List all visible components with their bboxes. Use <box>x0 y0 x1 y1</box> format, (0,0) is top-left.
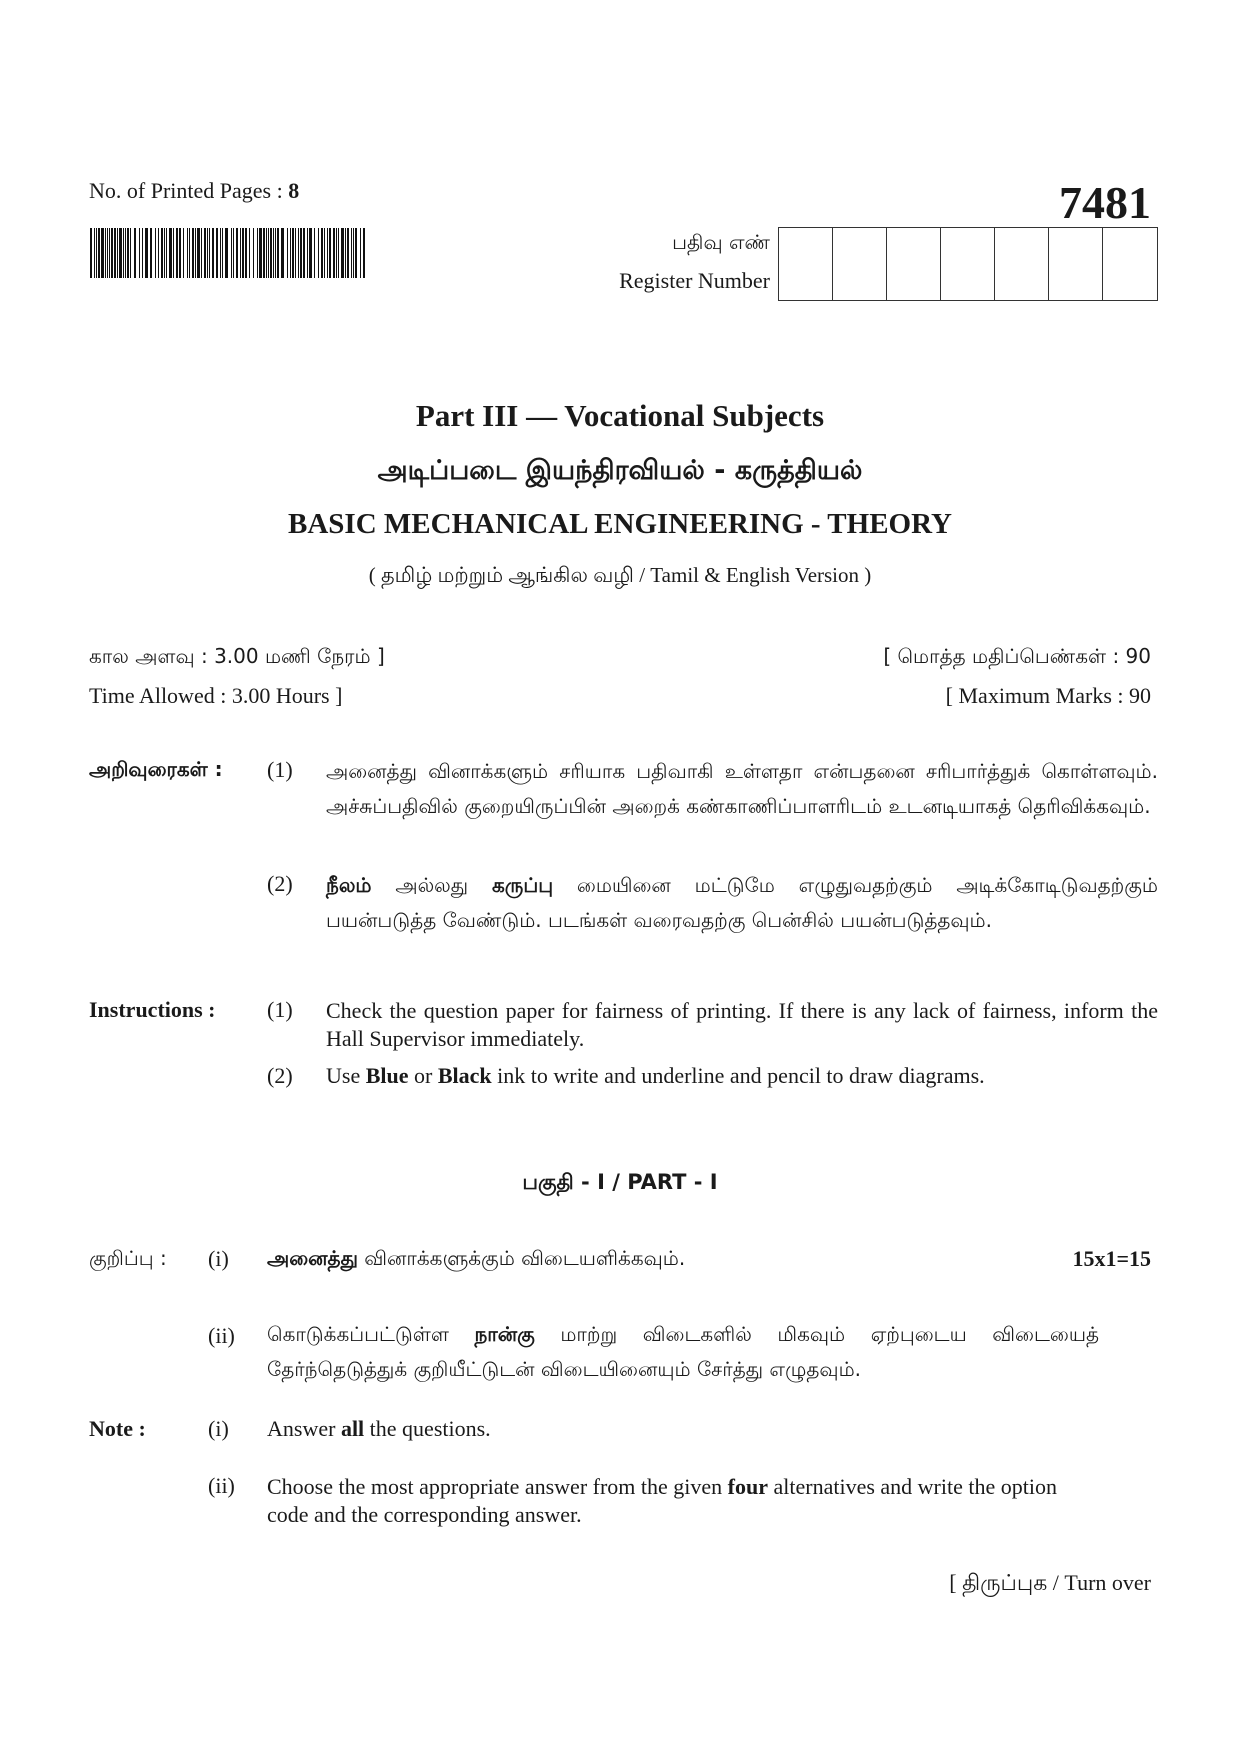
black-word: Black <box>437 1063 492 1088</box>
printed-pages-label: No. of Printed Pages : <box>89 178 289 203</box>
register-number-boxes <box>778 227 1158 301</box>
register-number-box <box>887 228 941 300</box>
instruction-text: அல்லது <box>371 873 492 897</box>
instruction-english-2 <box>326 1063 985 1089</box>
register-number-box <box>941 228 995 300</box>
printed-pages-line <box>89 178 299 204</box>
part-title: Part III — Vocational Subjects <box>415 398 825 433</box>
blue-word: Blue <box>365 1063 409 1088</box>
note-english-1 <box>267 1416 491 1442</box>
paper-code: 7481 <box>1059 177 1151 228</box>
register-number-box <box>1103 228 1157 300</box>
version-line: ( தமிழ் மற்றும் ஆங்கில வழி / Tamil & English Version ) <box>368 563 872 587</box>
maximum-marks-tamil: [ மொத்த மதிப்பெண்கள் : 90 <box>883 644 1151 668</box>
instruction-english-1: Check the question paper for fairness of printing. If there is any lack of fairness, inform the Hall Supervisor immediately. <box>326 998 1158 1051</box>
note-english-label: Note : <box>89 1416 146 1441</box>
register-number-box <box>1049 228 1103 300</box>
instruction-text: மையினை மட்டுமே எழுதுவதற்கும் அடிக்கோடிடுவதற்கும் பயன்படுத்த வேண்டும். படங்கள் வரைவதற்கு பென்சில் பயன்படுத்தவும். <box>326 873 1158 932</box>
register-number-label: Register Number <box>619 268 770 293</box>
instruction-tamil-2 <box>326 868 1158 938</box>
instruction-text: ink to write and underline and pencil to draw diagrams. <box>491 1063 985 1088</box>
note-tamil-2-number: (ii) <box>208 1323 235 1348</box>
turn-over-label: [ திருப்புக / Turn over <box>949 1570 1151 1595</box>
black-word-tamil: கருப்பு <box>491 873 554 897</box>
instruction-tamil-1: அனைத்து வினாக்களும் சரியாக பதிவாகி உள்ளதா என்பதனை சரிபார்த்துக் கொள்ளவும். அச்சுப்பதிவில் குறையிருப்பின் அறைக் கண்காணிப்பாளரிடம் உடனடியாகத் தெரிவிக்கவும். <box>326 759 1158 818</box>
instruction-text: Use <box>326 1063 366 1088</box>
note-tamil-1 <box>267 1246 685 1273</box>
marks-scheme: 15x1=15 <box>1072 1246 1151 1271</box>
instructions-tamil-label: அறிவுரைகள் : <box>89 757 223 781</box>
note-english-2-number: (ii) <box>208 1473 235 1498</box>
four-word: four <box>727 1474 768 1499</box>
all-word: all <box>340 1416 365 1441</box>
instruction-tamil-2-number: (2) <box>267 871 293 896</box>
note-english-2 <box>267 1473 1099 1529</box>
maximum-marks-english: [ Maximum Marks : 90 <box>945 683 1151 708</box>
register-number-box <box>833 228 887 300</box>
time-allowed-english: Time Allowed : 3.00 Hours ] <box>89 683 343 708</box>
instruction-english-1-number: (1) <box>267 997 293 1022</box>
note-text: alternatives and write the option code and the corresponding answer. <box>267 1474 1057 1527</box>
instruction-text: or <box>408 1063 438 1088</box>
time-allowed-tamil: கால அளவு : 3.00 மணி நேரம் ] <box>89 644 385 668</box>
register-number-box <box>995 228 1049 300</box>
subject-title-english: BASIC MECHANICAL ENGINEERING - THEORY <box>288 508 952 540</box>
four-word-tamil: நான்கு <box>474 1322 535 1346</box>
instructions-english-label: Instructions : <box>89 997 216 1022</box>
note-tamil-1-number: (i) <box>208 1246 229 1271</box>
printed-pages-value: 8 <box>288 178 300 203</box>
note-english-1-number: (i) <box>208 1416 229 1441</box>
subject-title-tamil: அடிப்படை இயந்திரவியல் - கருத்தியல் <box>377 455 863 486</box>
note-text: கொடுக்கப்பட்டுள்ள <box>267 1322 475 1346</box>
note-tamil-label: குறிப்பு : <box>89 1246 167 1270</box>
note-text: Choose the most appropriate answer from the given <box>267 1474 728 1499</box>
instruction-english-2-number: (2) <box>267 1063 293 1088</box>
barcode-image <box>90 228 376 278</box>
note-tamil-2 <box>267 1317 1099 1387</box>
note-text: மாற்று விடைகளில் மிகவும் ஏற்புடைய விடையைத் தேர்ந்தெடுத்துக் குறியீட்டுடன் விடையினையும் சேர்த்து எழுதவும். <box>267 1322 1100 1381</box>
register-number-tamil-label: பதிவு எண் <box>672 230 770 254</box>
note-text: Answer <box>267 1416 341 1441</box>
part-heading: பகுதி - I / PART - I <box>522 1170 718 1194</box>
blue-word-tamil: நீலம் <box>326 873 372 897</box>
note-text: the questions. <box>364 1416 491 1441</box>
register-number-box <box>779 228 833 300</box>
instruction-tamil-1-number: (1) <box>267 757 293 782</box>
note-text: வினாக்களுக்கும் விடையளிக்கவும். <box>357 1246 686 1270</box>
all-word-tamil: அனைத்து <box>267 1246 358 1270</box>
